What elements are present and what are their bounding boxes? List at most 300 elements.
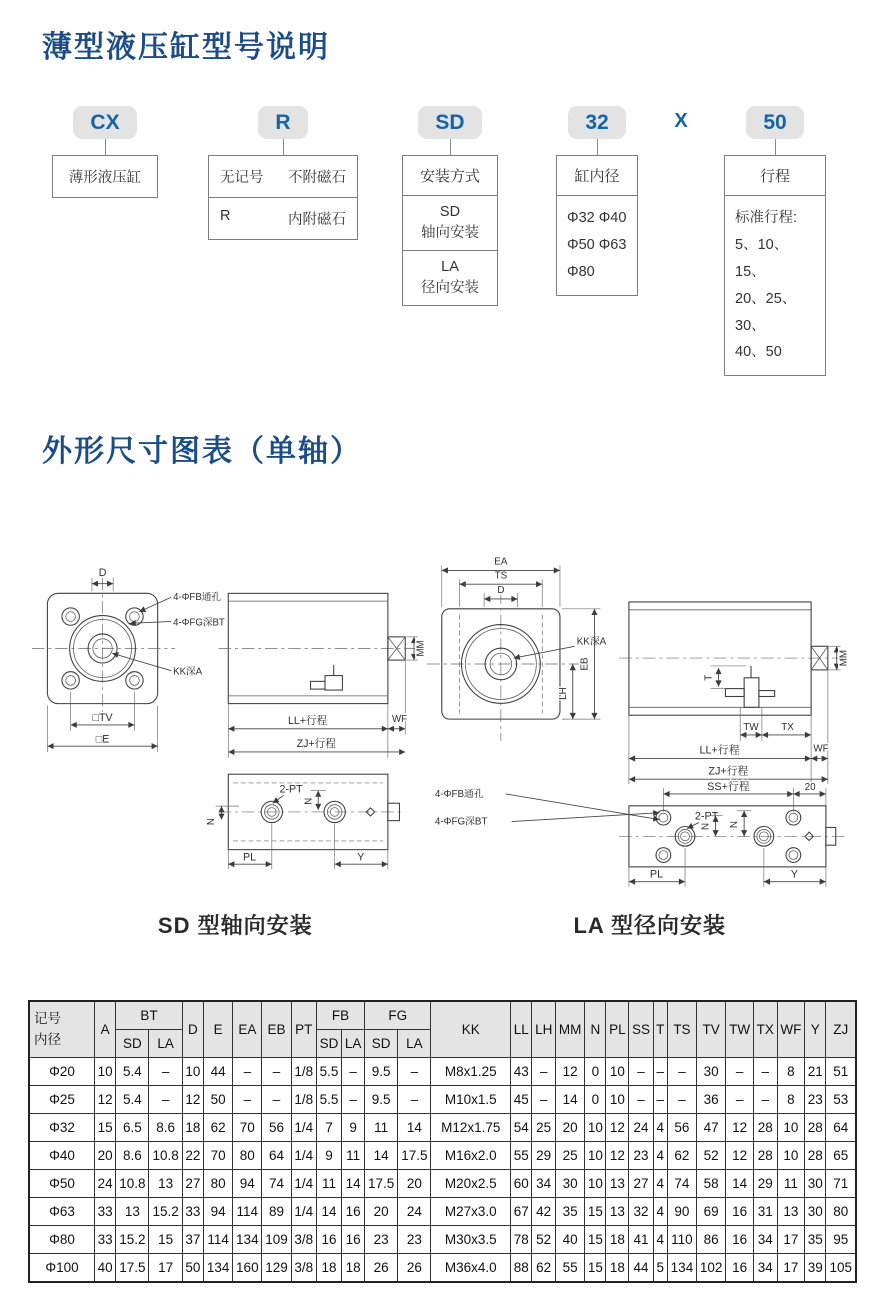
table-cell: 134: [233, 1226, 262, 1254]
table-cell: 62: [532, 1254, 556, 1283]
table-cell: 50: [182, 1254, 203, 1283]
dimension-table-body: [29, 1058, 856, 1283]
table-cell: 70: [203, 1142, 232, 1170]
corner-header: 记号 内径: [29, 1001, 95, 1058]
table-cell: 9.5: [365, 1058, 398, 1086]
page-title-dimensions: 外形尺寸图表（单轴）: [42, 435, 362, 469]
table-cell: 24: [398, 1198, 431, 1226]
table-cell: 4: [653, 1114, 667, 1142]
table-cell: 18: [342, 1254, 365, 1283]
table-cell: 36: [697, 1086, 726, 1114]
table-cell: 10: [606, 1058, 629, 1086]
table-cell: –: [667, 1058, 696, 1086]
table-cell: 43: [511, 1058, 532, 1086]
table-cell: 88: [511, 1254, 532, 1283]
caption-la-mount: LA 型径向安装: [573, 913, 727, 939]
table-cell: 16: [726, 1198, 754, 1226]
table-cell: 55: [556, 1254, 585, 1283]
dim-label-n: N: [205, 818, 217, 826]
col-header-d: D: [182, 1001, 203, 1058]
code-group-sd: [402, 106, 498, 306]
bore-cell: Φ40: [29, 1142, 95, 1170]
table-row: [29, 1114, 856, 1142]
table-cell: 5.5: [316, 1058, 341, 1086]
table-cell: 9: [342, 1114, 365, 1142]
dim-label-2pt: 2-PT: [279, 783, 303, 796]
dim-label-fb-hole: 4-ΦFB通孔: [434, 789, 484, 801]
table-cell: 8.6: [149, 1114, 182, 1142]
bore-header: 缸内径: [557, 156, 637, 196]
cx-desc: 薄形液压缸: [68, 170, 142, 187]
table-cell: 10.8: [116, 1170, 149, 1198]
table-cell: 24: [629, 1114, 653, 1142]
table-cell: 22: [182, 1142, 203, 1170]
table-cell: 31: [753, 1198, 777, 1226]
table-cell: 15: [95, 1114, 116, 1142]
col-header-t: T: [653, 1001, 667, 1058]
table-cell: 102: [697, 1254, 726, 1283]
table-cell: 34: [532, 1170, 556, 1198]
table-cell: 15: [585, 1254, 606, 1283]
code-chip-stroke: 50: [746, 106, 803, 139]
table-cell: –: [726, 1086, 754, 1114]
table-cell: 20: [365, 1198, 398, 1226]
table-cell: 26: [365, 1254, 398, 1283]
table-cell: 13: [606, 1198, 629, 1226]
code-group-stroke: [724, 106, 826, 376]
table-row: [29, 1142, 856, 1170]
mounting-style-header: 安装方式: [403, 156, 497, 196]
dim-label-ts: TS: [494, 570, 507, 582]
table-cell: 14: [365, 1142, 398, 1170]
table-cell: 11: [777, 1170, 805, 1198]
mounting-label: 径向安装: [421, 280, 479, 297]
col-header-eb: EB: [262, 1001, 291, 1058]
table-cell: 18: [316, 1254, 341, 1283]
table-cell: 12: [726, 1142, 754, 1170]
code-chip-bore: 32: [568, 106, 625, 139]
dim-label-n: N: [700, 823, 712, 831]
magnet-option-row: [209, 156, 357, 198]
table-cell: 0: [585, 1058, 606, 1086]
table-cell: 134: [667, 1254, 696, 1283]
table-cell: 95: [826, 1226, 856, 1254]
table-cell: 27: [182, 1170, 203, 1198]
table-cell: 74: [667, 1170, 696, 1198]
table-cell: 94: [233, 1170, 262, 1198]
col-header-ea: EA: [233, 1001, 262, 1058]
table-cell: –: [667, 1086, 696, 1114]
table-cell: 5.4: [116, 1058, 149, 1086]
connector-line: [105, 139, 106, 155]
mounting-code: LA: [441, 259, 459, 276]
option-value: 不附磁石: [288, 170, 346, 187]
dim-label-fg-hole: 4-ΦFG深BT: [434, 816, 488, 828]
table-cell: –: [398, 1058, 431, 1086]
table-cell: 15: [585, 1226, 606, 1254]
table-cell: 44: [203, 1058, 232, 1086]
table-cell: 33: [182, 1198, 203, 1226]
drawings-row: [28, 498, 857, 893]
table-cell: 52: [532, 1226, 556, 1254]
table-cell: 17: [777, 1254, 805, 1283]
dim-label-pl: PL: [649, 868, 663, 881]
dim-label-d: D: [98, 567, 107, 580]
table-cell: 16: [726, 1226, 754, 1254]
table-row: [29, 1170, 856, 1198]
dim-label-ss: SS+行程: [706, 781, 750, 794]
table-cell: 10: [585, 1170, 606, 1198]
bore-line: Φ32 Φ40: [567, 210, 627, 227]
table-cell: 10: [606, 1086, 629, 1114]
table-cell: 56: [262, 1114, 291, 1142]
dimension-table-header: [29, 1001, 856, 1058]
table-cell: 18: [182, 1114, 203, 1142]
table-cell: 70: [233, 1114, 262, 1142]
table-cell: 11: [365, 1114, 398, 1142]
table-cell: 15.2: [116, 1226, 149, 1254]
table-cell: 41: [629, 1226, 653, 1254]
table-cell: 13: [606, 1170, 629, 1198]
table-cell: 9.5: [365, 1086, 398, 1114]
table-row: [29, 1198, 856, 1226]
table-cell: 16: [342, 1226, 365, 1254]
table-cell: 28: [805, 1114, 826, 1142]
la-side-view: [619, 602, 850, 784]
stroke-box: [724, 155, 826, 376]
table-cell: 65: [826, 1142, 856, 1170]
table-cell: 40: [95, 1254, 116, 1283]
table-cell: 30: [805, 1198, 826, 1226]
mounting-code: SD: [439, 204, 461, 221]
x-separator: X: [674, 110, 688, 132]
table-cell: 15: [149, 1226, 182, 1254]
option-key: R: [220, 208, 231, 225]
dim-label-20: 20: [804, 782, 816, 794]
drawing-captions: [28, 909, 857, 940]
table-cell: 16: [342, 1198, 365, 1226]
table-cell: 54: [511, 1114, 532, 1142]
table-cell: –: [342, 1086, 365, 1114]
bore-cell: Φ80: [29, 1226, 95, 1254]
table-cell: 35: [805, 1226, 826, 1254]
dim-label-tw: TW: [742, 722, 759, 734]
dim-label-y: Y: [357, 851, 365, 864]
dim-label-zj: ZJ+行程: [707, 765, 748, 778]
col-header-wf: WF: [777, 1001, 805, 1058]
bore-cell: Φ50: [29, 1170, 95, 1198]
table-cell: 3/8: [291, 1226, 316, 1254]
table-cell: 15.2: [149, 1198, 182, 1226]
table-cell: 1/4: [291, 1198, 316, 1226]
table-cell: 67: [511, 1198, 532, 1226]
bore-cell: Φ20: [29, 1058, 95, 1086]
dim-label-kk: KK深A: [173, 666, 203, 678]
la-drawing: [427, 498, 855, 893]
table-cell: 71: [826, 1170, 856, 1198]
table-cell: –: [653, 1058, 667, 1086]
col-header-n: N: [585, 1001, 606, 1058]
table-cell: M16x2.0: [431, 1142, 511, 1170]
table-cell: 10: [777, 1142, 805, 1170]
mounting-style-box: [402, 155, 498, 306]
code-chip-cx: CX: [73, 106, 136, 139]
dim-label-y: Y: [790, 868, 798, 881]
table-cell: 1/8: [291, 1086, 316, 1114]
sub-header-fb-sd: SD: [316, 1030, 341, 1058]
bore-box: [556, 155, 638, 295]
table-cell: 30: [697, 1058, 726, 1086]
table-cell: 1/4: [291, 1114, 316, 1142]
col-header-e: E: [203, 1001, 232, 1058]
table-cell: 6.5: [116, 1114, 149, 1142]
code-group-x: [664, 106, 698, 137]
table-cell: 17.5: [116, 1254, 149, 1283]
col-header-fb: FB: [316, 1001, 364, 1030]
connector-line: [597, 139, 598, 155]
bore-cell: Φ25: [29, 1086, 95, 1114]
dim-label-ea: EA: [493, 556, 507, 568]
code-group-r: [208, 106, 358, 240]
table-cell: 62: [667, 1142, 696, 1170]
table-cell: 51: [826, 1058, 856, 1086]
bore-cell: Φ32: [29, 1114, 95, 1142]
table-cell: 1/8: [291, 1058, 316, 1086]
table-cell: 16: [726, 1254, 754, 1283]
table-cell: 17.5: [365, 1170, 398, 1198]
dim-label-eb: EB: [579, 657, 591, 671]
table-cell: 64: [262, 1142, 291, 1170]
table-cell: 3/8: [291, 1254, 316, 1283]
col-header-kk: KK: [431, 1001, 511, 1058]
table-cell: 109: [262, 1226, 291, 1254]
col-header-y: Y: [805, 1001, 826, 1058]
table-cell: 34: [753, 1254, 777, 1283]
table-cell: 20: [95, 1142, 116, 1170]
table-cell: 39: [805, 1254, 826, 1283]
table-cell: 10: [777, 1114, 805, 1142]
table-cell: 114: [233, 1198, 262, 1226]
dim-label-t: T: [703, 674, 715, 681]
table-cell: 8: [777, 1058, 805, 1086]
table-cell: 5.4: [116, 1086, 149, 1114]
table-cell: 160: [233, 1254, 262, 1283]
stroke-line: 标准行程:: [735, 210, 798, 227]
table-cell: –: [629, 1086, 653, 1114]
sd-drawing: [30, 498, 427, 886]
table-cell: 105: [826, 1254, 856, 1283]
bore-line: Φ80: [567, 263, 595, 280]
table-cell: 23: [365, 1226, 398, 1254]
table-cell: 32: [629, 1198, 653, 1226]
table-row: [29, 1254, 856, 1283]
table-cell: 4: [653, 1226, 667, 1254]
table-cell: 80: [233, 1142, 262, 1170]
table-cell: 8.6: [116, 1142, 149, 1170]
col-header-fg: FG: [365, 1001, 431, 1030]
caption-sd-mount: SD 型轴向安装: [157, 913, 313, 939]
connector-line: [775, 139, 776, 155]
table-cell: 29: [532, 1142, 556, 1170]
sd-top-view: [206, 774, 403, 869]
table-cell: 23: [629, 1142, 653, 1170]
table-cell: –: [398, 1086, 431, 1114]
col-header-tw: TW: [726, 1001, 754, 1058]
table-cell: 12: [606, 1142, 629, 1170]
bore-cell: Φ63: [29, 1198, 95, 1226]
table-cell: 110: [667, 1226, 696, 1254]
bore-cell: Φ100: [29, 1254, 95, 1283]
table-cell: 50: [203, 1086, 232, 1114]
table-cell: 5: [653, 1254, 667, 1283]
table-cell: 47: [697, 1114, 726, 1142]
table-cell: 56: [667, 1114, 696, 1142]
table-cell: 114: [203, 1226, 232, 1254]
table-cell: 134: [203, 1254, 232, 1283]
table-row: [29, 1226, 856, 1254]
dimension-table: [28, 1000, 857, 1283]
magnet-option-row: [209, 198, 357, 239]
table-cell: 12: [606, 1114, 629, 1142]
table-cell: 40: [556, 1226, 585, 1254]
model-code-row: [52, 106, 857, 376]
table-cell: 10: [585, 1142, 606, 1170]
stroke-list: [725, 196, 825, 375]
table-cell: 86: [697, 1226, 726, 1254]
table-cell: 9: [316, 1142, 341, 1170]
table-cell: –: [262, 1058, 291, 1086]
table-cell: 27: [629, 1170, 653, 1198]
table-cell: 14: [556, 1086, 585, 1114]
table-cell: 89: [262, 1198, 291, 1226]
table-cell: 18: [606, 1254, 629, 1283]
table-cell: 23: [398, 1226, 431, 1254]
dim-label-n: N: [728, 821, 740, 829]
table-cell: 14: [726, 1170, 754, 1198]
cx-desc-box: [52, 155, 158, 198]
table-cell: 23: [805, 1086, 826, 1114]
table-cell: 69: [697, 1198, 726, 1226]
dim-label-wf: WF: [391, 714, 407, 726]
table-cell: 20: [398, 1170, 431, 1198]
code-chip-r: R: [258, 106, 307, 139]
bore-line: Φ50 Φ63: [567, 237, 627, 254]
table-cell: 78: [511, 1226, 532, 1254]
table-cell: 11: [316, 1170, 341, 1198]
table-cell: 13: [777, 1198, 805, 1226]
table-cell: 33: [95, 1198, 116, 1226]
table-cell: M27x3.0: [431, 1198, 511, 1226]
dim-label-ll: LL+行程: [699, 744, 740, 757]
table-cell: 0: [585, 1086, 606, 1114]
table-cell: –: [233, 1086, 262, 1114]
table-cell: 25: [556, 1142, 585, 1170]
table-cell: 37: [182, 1226, 203, 1254]
table-cell: M20x2.5: [431, 1170, 511, 1198]
table-cell: –: [753, 1058, 777, 1086]
table-cell: 8: [777, 1086, 805, 1114]
table-cell: 129: [262, 1254, 291, 1283]
table-cell: M36x4.0: [431, 1254, 511, 1283]
col-header-ss: SS: [629, 1001, 653, 1058]
table-cell: 5.5: [316, 1086, 341, 1114]
col-header-ll: LL: [511, 1001, 532, 1058]
table-cell: M8x1.25: [431, 1058, 511, 1086]
table-cell: M12x1.75: [431, 1114, 511, 1142]
table-cell: 33: [95, 1226, 116, 1254]
option-value: 内附磁石: [288, 212, 346, 229]
table-cell: 30: [805, 1170, 826, 1198]
dim-label-e: □E: [95, 733, 110, 746]
table-cell: 12: [556, 1058, 585, 1086]
table-cell: 10: [585, 1114, 606, 1142]
table-cell: 1/4: [291, 1142, 316, 1170]
table-cell: 17.5: [398, 1142, 431, 1170]
table-cell: 12: [726, 1114, 754, 1142]
table-cell: 28: [753, 1114, 777, 1142]
code-group-cx: [52, 106, 158, 198]
connector-line: [450, 139, 451, 155]
table-cell: M30x3.5: [431, 1226, 511, 1254]
code-group-bore: [556, 106, 638, 296]
table-cell: –: [726, 1058, 754, 1086]
bore-list: [557, 196, 637, 294]
table-cell: 14: [342, 1170, 365, 1198]
dim-label-d: D: [496, 585, 504, 597]
table-cell: 42: [532, 1198, 556, 1226]
col-header-zj: ZJ: [826, 1001, 856, 1058]
table-cell: 28: [753, 1142, 777, 1170]
table-cell: 34: [753, 1226, 777, 1254]
table-cell: 17: [777, 1226, 805, 1254]
table-cell: 4: [653, 1142, 667, 1170]
table-cell: 44: [629, 1254, 653, 1283]
dim-label-wf: WF: [812, 743, 829, 755]
dim-label-tv: □TV: [92, 712, 113, 725]
col-header-ts: TS: [667, 1001, 696, 1058]
table-cell: 4: [653, 1198, 667, 1226]
table-cell: M10x1.5: [431, 1086, 511, 1114]
table-cell: 16: [316, 1226, 341, 1254]
table-cell: –: [149, 1086, 182, 1114]
table-cell: 29: [753, 1170, 777, 1198]
table-cell: 18: [606, 1226, 629, 1254]
table-cell: –: [629, 1058, 653, 1086]
table-cell: 17: [149, 1254, 182, 1283]
dim-label-kk: KK深A: [576, 636, 606, 648]
table-cell: 4: [653, 1170, 667, 1198]
option-key: 无记号: [220, 170, 264, 187]
table-cell: 10: [95, 1058, 116, 1086]
sd-front-view: [32, 567, 225, 752]
table-cell: 14: [316, 1198, 341, 1226]
sd-side-view: [219, 594, 427, 758]
table-cell: 60: [511, 1170, 532, 1198]
table-cell: 12: [182, 1086, 203, 1114]
mounting-option: [403, 251, 497, 305]
table-cell: –: [532, 1058, 556, 1086]
table-cell: 80: [826, 1198, 856, 1226]
dim-label-pl: PL: [243, 851, 257, 864]
table-cell: 64: [826, 1114, 856, 1142]
col-header-mm: MM: [556, 1001, 585, 1058]
sub-header-bt-la: LA: [149, 1030, 182, 1058]
table-cell: 62: [203, 1114, 232, 1142]
table-cell: 13: [149, 1170, 182, 1198]
col-header-tx: TX: [753, 1001, 777, 1058]
col-header-lh: LH: [532, 1001, 556, 1058]
col-header-bt: BT: [116, 1001, 182, 1030]
